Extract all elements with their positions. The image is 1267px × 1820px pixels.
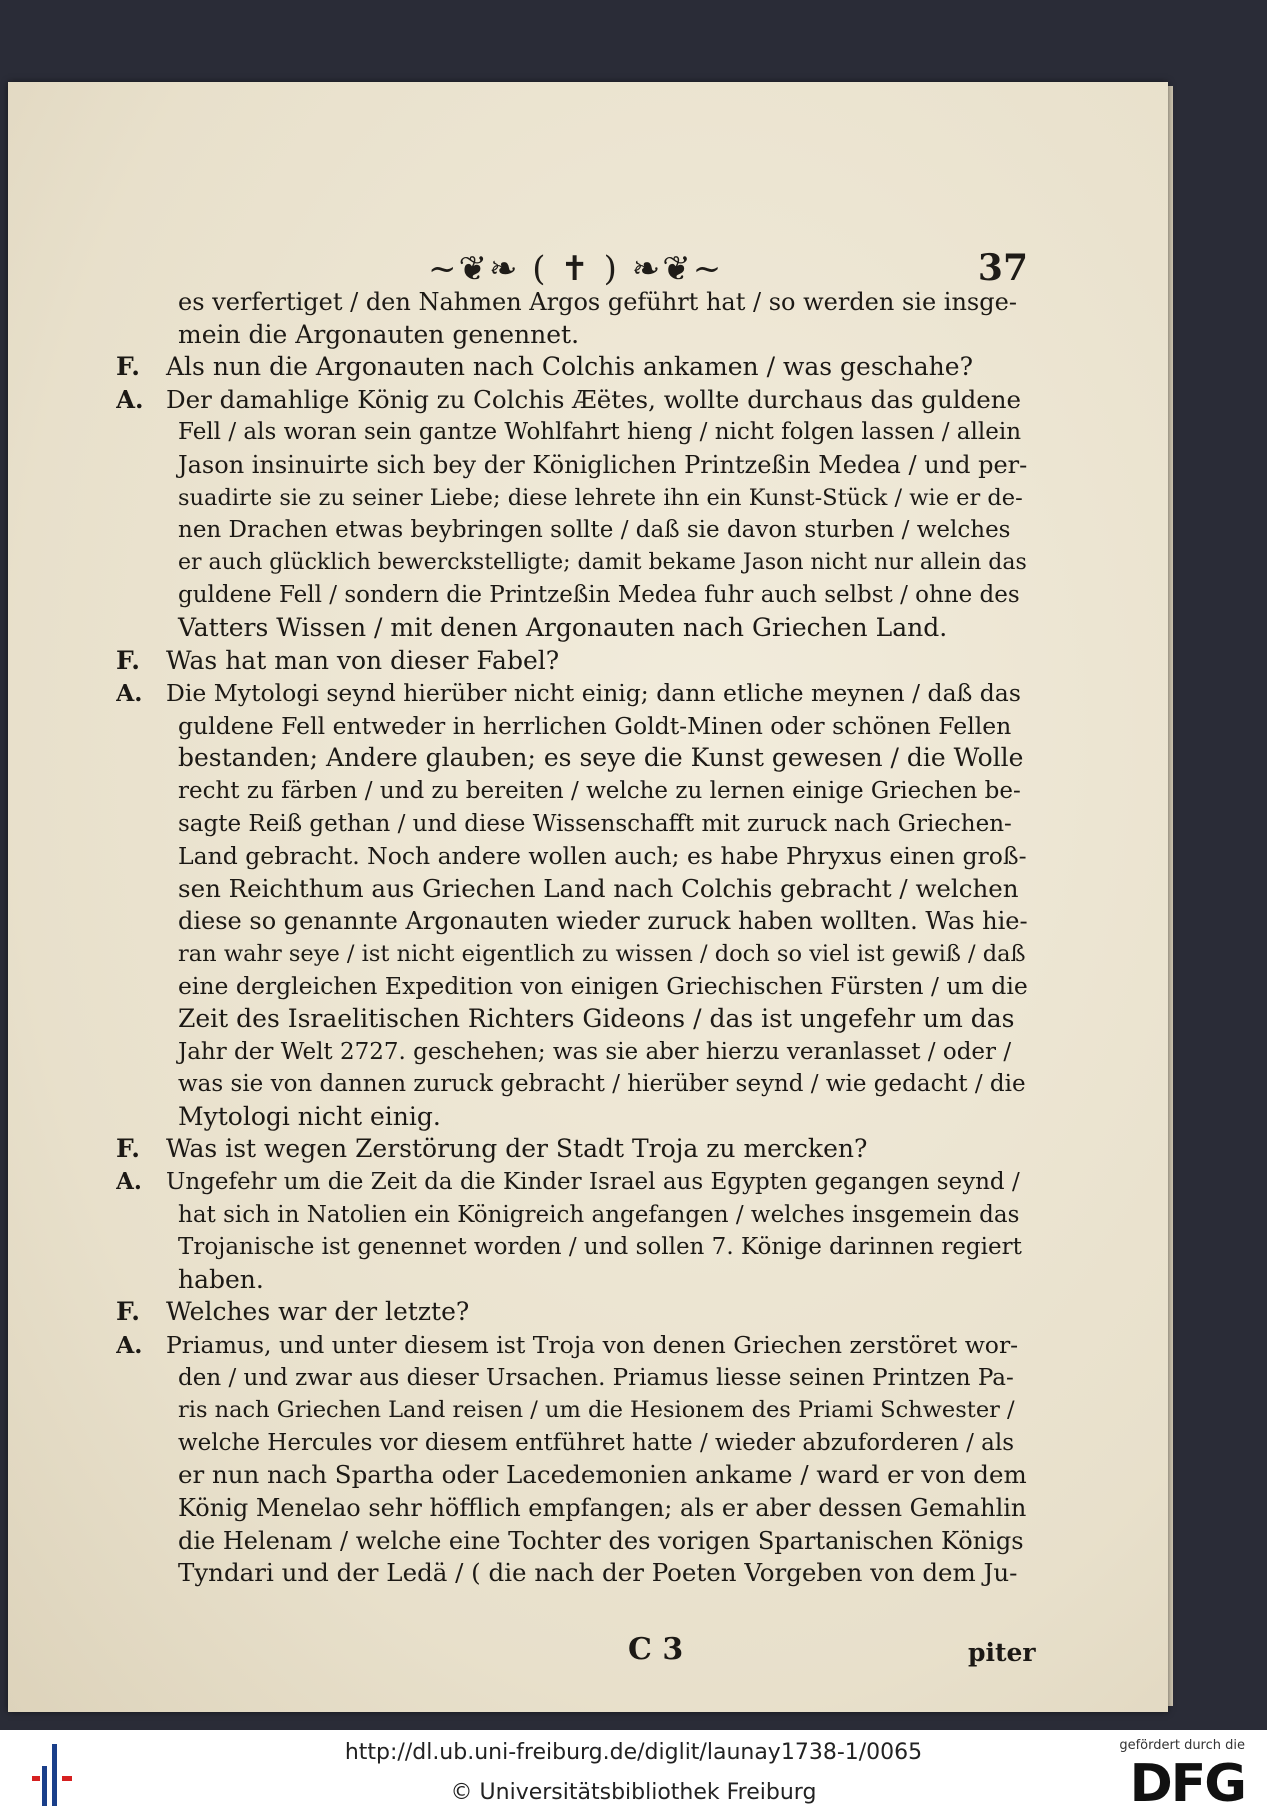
text-line: [116, 1068, 1028, 1101]
page-number: 37: [977, 247, 1028, 289]
question-marker: F.: [116, 645, 140, 675]
answer-marker: A.: [116, 679, 143, 708]
line-text: Tyndari und der Ledä / ( die nach der Poeten Vorgeben von dem Ju-: [178, 1558, 1018, 1588]
question-marker: F.: [116, 352, 140, 382]
body-text: [116, 286, 1028, 1590]
line-text: bestanden; Andere glauben; es seye die Kunst gewesen / die Wolle: [178, 743, 1024, 773]
page-header: [428, 247, 1028, 287]
line-text: er nun nach Spartha oder Lacedemonien ankame / ward er von dem: [178, 1460, 1027, 1490]
answer-marker: A.: [116, 1331, 143, 1359]
line-text: diese so genannte Argonauten wieder zuruck haben wollten. Was hie-: [178, 907, 1028, 936]
text-line: [116, 1199, 1028, 1232]
page-footer: [8, 1632, 1168, 1672]
line-text: was sie von dannen zuruck gebracht / hierüber seynd / wie gedacht / die: [178, 1071, 1026, 1098]
line-text: Trojanische ist genennet worden / und sollen 7. Könige darinnen regiert: [178, 1234, 1022, 1261]
text-line: [116, 905, 1028, 938]
answer-marker: A.: [116, 384, 144, 414]
line-text: Die Mytologi seynd hierüber nicht einig; dann etliche meynen / daß das: [166, 679, 1021, 708]
line-text: Jason insinuirte sich bey der Königlichen Printzeßin Medea / und per-: [178, 450, 1028, 479]
text-line: [116, 1362, 1028, 1395]
text-line: [116, 1394, 1028, 1427]
line-text: er auch glücklich bewerckstelligte; damit bekame Jason nicht nur allein das: [178, 549, 1027, 575]
line-text: Welches war der letzte?: [166, 1297, 470, 1327]
line-text: Land gebracht. Noch andere wollen auch; es habe Phryxus einen groß-: [178, 842, 1027, 871]
text-line: [116, 1296, 1028, 1329]
header-ornament: ~❦❧ ( ✝ ) ❧❦~: [428, 249, 724, 289]
text-line: [116, 742, 1028, 775]
line-text: recht zu färben / und zu bereiten / welche zu lernen einige Griechen be-: [178, 777, 1021, 804]
question-marker: F.: [116, 1297, 140, 1327]
text-line: [116, 1036, 1028, 1069]
signature-mark: C 3: [628, 1632, 684, 1667]
line-text: Jahr der Welt 2727. geschehen; was sie aber hierzu veranlasset / oder /: [178, 1038, 1012, 1065]
line-text: Was hat man von dieser Fabel?: [166, 645, 560, 675]
text-line: [116, 938, 1028, 971]
text-line: [116, 384, 1028, 417]
text-line: [116, 547, 1028, 580]
text-line: [116, 449, 1028, 482]
viewer-footer: [0, 1730, 1267, 1820]
text-line: [116, 1231, 1028, 1264]
line-text: Ungefehr um die Zeit da die Kinder Israel aus Egypten gegangen seynd /: [166, 1169, 1020, 1196]
line-text: Als nun die Argonauten nach Colchis ankamen / was geschahe?: [166, 352, 973, 382]
text-line: [116, 1133, 1028, 1166]
line-text: Vatters Wissen / mit denen Argonauten nach Griechen Land.: [178, 612, 948, 642]
text-line: [116, 351, 1028, 384]
text-line: [116, 482, 1028, 515]
line-text: ran wahr seye / ist nicht eigentlich zu wissen / doch so viel ist gewiß / daß: [178, 940, 1026, 967]
text-line: [116, 579, 1028, 612]
text-line: [116, 612, 1028, 645]
copyright-text: © Universitätsbibliothek Freiburg: [450, 1780, 817, 1805]
line-text: suadirte sie zu seiner Liebe; diese lehrete ihn ein Kunst-Stück / wie er de-: [178, 484, 1023, 511]
line-text: eine dergleichen Expedition von einigen Griechischen Fürsten / um die: [178, 972, 1028, 1001]
text-line: [116, 677, 1028, 710]
text-line: [116, 416, 1028, 449]
text-line: [116, 873, 1028, 906]
line-text: mein die Argonauten genennet.: [178, 319, 580, 349]
line-text: Was ist wegen Zerstörung der Stadt Troja zu mercken?: [166, 1134, 868, 1164]
text-line: [116, 645, 1028, 678]
text-line: [116, 1329, 1028, 1362]
book-page: [8, 82, 1168, 1712]
text-line: [116, 1557, 1028, 1590]
line-text: hat sich in Natolien ein Königreich angefangen / welches insgemein das: [178, 1201, 1020, 1228]
text-line: [116, 840, 1028, 873]
text-line: [116, 1492, 1028, 1525]
line-text: nen Drachen etwas beybringen sollte / daß sie davon sturben / welches: [178, 517, 1011, 544]
line-text: Zeit des Israelitischen Richters Gideons / das ist ungefehr um das: [178, 1004, 1015, 1034]
text-line: [116, 1101, 1028, 1134]
question-marker: F.: [116, 1134, 140, 1164]
dfg-logo: DFG: [1129, 1754, 1245, 1814]
line-text: guldene Fell / sondern die Printzeßin Medea fuhr auch selbst / ohne des: [178, 582, 1020, 609]
line-text: welche Hercules vor diesem entführet hatte / wieder abzuforderen / als: [178, 1429, 1015, 1456]
answer-marker: A.: [116, 1168, 142, 1196]
text-line: [116, 1166, 1028, 1199]
line-text: sen Reichthum aus Griechen Land nach Colchis gebracht / welchen: [178, 873, 1019, 903]
text-line: [116, 286, 1028, 319]
text-line: [116, 319, 1028, 352]
line-text: Fell / als woran sein gantze Wohlfahrt hieng / nicht folgen lassen / allein: [178, 419, 1022, 446]
text-line: [116, 970, 1028, 1003]
line-text: Priamus, und unter diesem ist Troja von denen Griechen zerstöret wor-: [166, 1331, 1019, 1359]
line-text: ris nach Griechen Land reisen / um die Hesionem des Priami Schwester /: [178, 1397, 1015, 1424]
text-line: [116, 1003, 1028, 1036]
text-line: [116, 775, 1028, 808]
line-text: haben.: [178, 1264, 264, 1294]
catchword: piter: [968, 1638, 1036, 1667]
line-text: Mytologi nicht einig.: [178, 1101, 441, 1131]
line-text: König Menelao sehr höfflich empfangen; als er aber dessen Gemahlin: [178, 1493, 1027, 1522]
text-line: [116, 808, 1028, 841]
line-text: den / und zwar aus dieser Ursachen. Priamus liesse seinen Printzen Pa-: [178, 1364, 1014, 1391]
funding-note: gefördert durch die: [1119, 1738, 1245, 1753]
text-line: [116, 1525, 1028, 1558]
text-line: [116, 710, 1028, 743]
source-url[interactable]: http://dl.ub.uni-freiburg.de/diglit/launay1738-1/0065: [344, 1740, 923, 1765]
text-line: [116, 1427, 1028, 1460]
line-text: die Helenam / welche eine Tochter des vorigen Spartanischen Königs: [178, 1526, 1024, 1555]
text-line: [116, 514, 1028, 547]
text-line: [116, 1459, 1028, 1492]
line-text: es verfertiget / den Nahmen Argos geführt hat / so werden sie insge-: [178, 288, 1017, 316]
line-text: Der damahlige König zu Colchis Æëtes, wollte durchaus das guldene: [166, 384, 1022, 414]
line-text: guldene Fell entweder in herrlichen Goldt-Minen oder schönen Fellen: [178, 711, 1012, 740]
line-text: sagte Reiß gethan / und diese Wissenschafft mit zuruck nach Griechen-: [178, 810, 1012, 837]
text-line: [116, 1264, 1028, 1297]
